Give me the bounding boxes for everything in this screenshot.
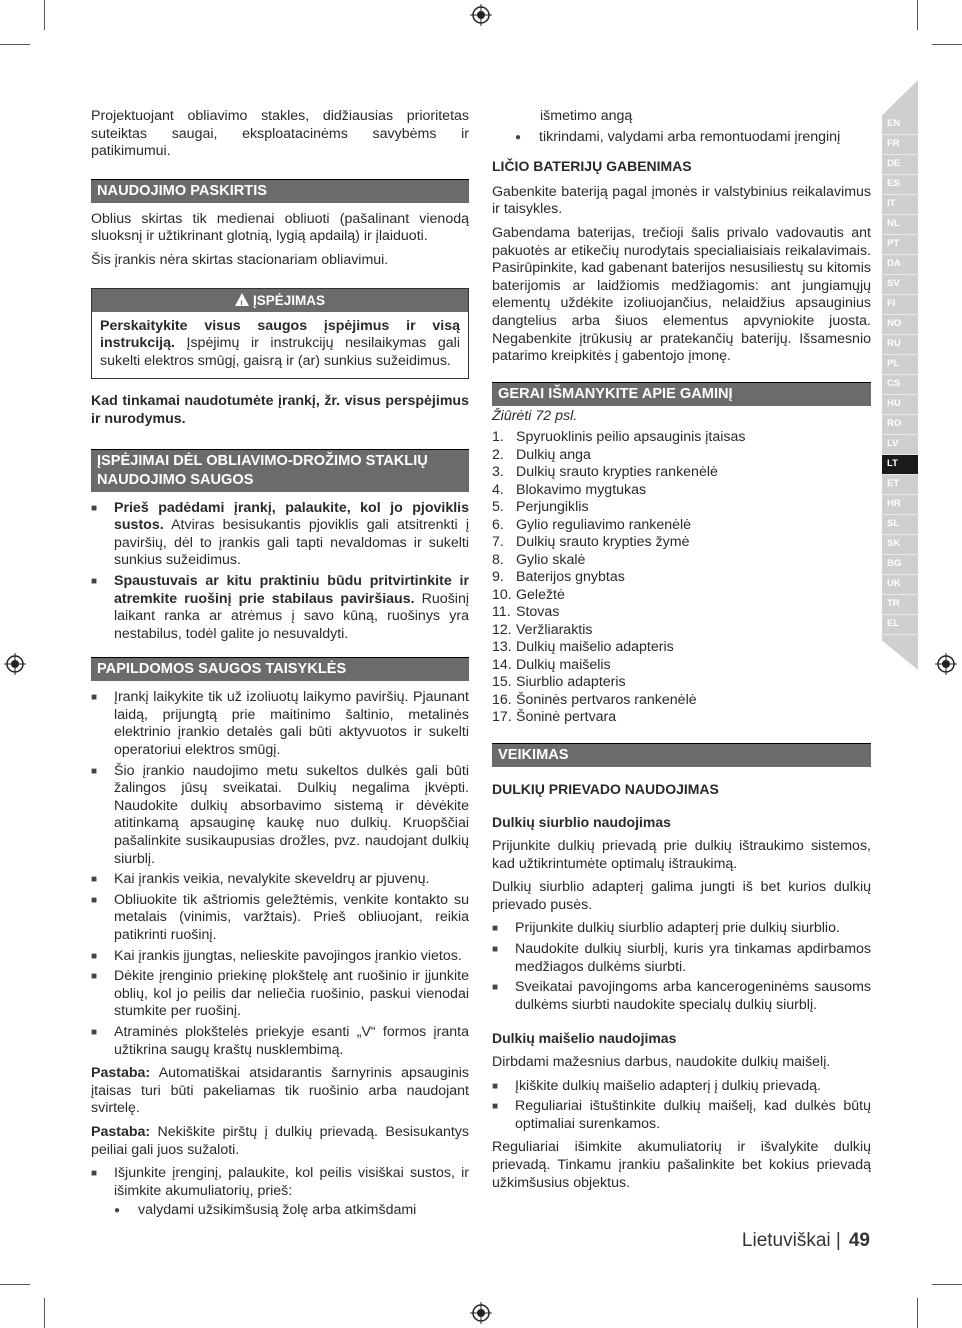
parts-list-number: 11. <box>492 604 511 621</box>
parts-list-item <box>492 517 871 535</box>
parts-list-number: 3. <box>492 464 504 481</box>
parts-list-number: 7. <box>492 534 504 551</box>
parts-list-number: 4. <box>492 481 504 498</box>
parts-list-number: 16. <box>492 691 512 708</box>
intro-paragraph: Projektuojant obliavimo stakles, didžiausias prioritetas suteiktas saugai, eksploatacinėms savybėms ir patikimumui. <box>91 108 469 160</box>
language-tab-sk: SK <box>882 535 918 555</box>
dust-bag-list <box>492 1078 871 1134</box>
vacuum-paragraph: Dulkių siurblio adapterį galima jungti iš bet kurios dulkių prievado pusės. <box>492 879 871 913</box>
parts-list-item <box>492 622 871 640</box>
language-tab-sv: SV <box>882 275 918 295</box>
registration-mark-icon <box>4 653 26 675</box>
warning-box <box>91 288 469 380</box>
language-tab-no: NO <box>882 315 918 335</box>
crop-mark <box>932 1284 962 1285</box>
parts-list-item <box>492 587 871 605</box>
list-item <box>91 500 469 570</box>
vacuum-heading: Dulkių siurblio naudojimas <box>492 814 671 831</box>
page-number: 49 <box>848 1230 870 1251</box>
language-tab-ru: RU <box>882 335 918 355</box>
parts-list-item <box>492 482 871 500</box>
list-item: ■ Atraminės plokštelės priekyje esanti „V“ formos įranta užtikrina saugų kraštų nusklembimą. <box>91 1024 469 1059</box>
parts-list-label: Veržliaraktis <box>516 621 593 638</box>
safety-list <box>91 500 469 644</box>
language-tab-ro: RO <box>882 415 918 435</box>
language-tab-lv: LV <box>882 435 918 455</box>
parts-list-number: 12. <box>492 621 512 638</box>
list-item-bold: Spaustuvais ar kitu praktiniu būdu pritvirtinkite ir atremkite ruošinį prie stabilaus paviršiaus. <box>114 572 469 607</box>
parts-list-label: Geležtė <box>516 586 565 603</box>
list-item-text: Atviras besisukantis pjoviklis gali atsitrenkti į paviršių, dėl to įrankis gali tapti nevaldomas ir sukelti sunkius sužeidimus. <box>114 517 469 569</box>
battery-paragraph: Gabendama baterijas, trečioji šalis privalo vadovautis ant pakuotės ar etikečių nurodytais specialiaisiais reikalavimais. Pasirūpinkite, kad gabenant baterijos nesusiliestų su kitomis baterijomis ar laidžiomis medžiagomis: ant jungiamųjų elementų uždėkite izoliuojančius, nelaidžius apsauginius dangtelius arba šiuos elementus apvyniokite juosta. Negabenkite įtrūkusių ar pratekančių baterijų. Išsamesnio patarimo kreipkitės į gabentojo įmonę. <box>492 224 871 365</box>
parts-list-label: Šoninė pertvara <box>516 709 617 726</box>
list-item: ■ Reguliariai ištuštinkite dulkių maišelį, kad dulkės būtų optimaliai surenkamos. <box>492 1098 871 1133</box>
warning-body <box>92 312 468 379</box>
parts-list-item <box>492 447 871 465</box>
list-item: ■ Šio įrankio naudojimo metu sukeltos dulkės gali būti žalingos jūsų sveikatai. Dulkių negalima įkvėpti. Naudokite dulkių absorbavimo sistemą ir dėvėkite atitinkamą apsauginę kaukę nuo dulkių. Kruopščiai pašalinkite susikaupusias drožles, pvz. naudojant dulkių siurblį. <box>91 763 469 869</box>
parts-list-number: 17. <box>492 709 512 726</box>
parts-list-number: 13. <box>492 639 512 656</box>
crop-mark <box>44 0 45 30</box>
sub-list <box>114 1202 469 1220</box>
vacuum-list <box>492 920 871 1014</box>
parts-list-item <box>492 552 871 570</box>
left-column <box>91 108 469 1226</box>
crop-mark <box>932 44 962 45</box>
purpose-paragraph: Šis įrankis nėra skirtas stacionariam obliavimui. <box>91 251 389 268</box>
purpose-paragraph: Oblius skirtas tik medienai obliuoti (pašalinant vienodą sluoksnį ir užtikrinant glotnią, lygią apdailą) ir įlaiduoti. <box>91 210 469 245</box>
parts-list-label: Dulkių maišelis <box>516 656 611 673</box>
parts-list-label: Stovas <box>516 604 560 621</box>
list-item-text: Ruošinį laikant ranka ar atrėmus į savo kūną, ruošinys yra nestabilus, todėl galite jo nesuvaldyti. <box>114 590 469 642</box>
note-label: Pastaba: <box>91 1123 151 1140</box>
note-label: Pastaba: <box>91 1065 151 1082</box>
warning-header <box>92 289 468 312</box>
parts-list-item <box>492 639 871 657</box>
language-index <box>882 115 918 635</box>
language-tab-hu: HU <box>882 395 918 415</box>
note-paragraph <box>91 1124 469 1159</box>
note-text: Nekiškite pirštų į dulkių prievadą. Besisukantys peiliai gali juos sužaloti. <box>91 1123 469 1158</box>
page-reference: Žiūrėti 72 psl. <box>492 407 578 424</box>
list-item: ■ Dėkite įrenginio priekinę plokštelę ant ruošinio ir įjunkite oblių, kol jo peilis dar neliečia ruošinio, paskui vienodai stumkite per ruošinį. <box>91 968 469 1021</box>
list-item: ■ Obliuokite tik aštriomis geležtėmis, venkite kontakto su metalais (vinimis, varžtais). Prieš obliuojant, reikia patikrinti ruošinį. <box>91 892 469 945</box>
parts-list-number: 5. <box>492 499 504 516</box>
footer-language: Lietuviškai | <box>741 1230 841 1251</box>
parts-list-label: Blokavimo mygtukas <box>516 481 647 498</box>
parts-list-label: Spyruoklinis peilio apsauginis įtaisas <box>516 429 746 446</box>
language-tab-pt: PT <box>882 235 918 255</box>
parts-list-label: Dulkių anga <box>516 446 591 463</box>
sub-list-item: ● tikrindami, valydami arba remontuodami įrenginį <box>515 129 871 147</box>
sub-list-item: ● valydami užsikimšusią žolę arba atkimšdami <box>114 1202 469 1220</box>
parts-list-label: Gylio skalė <box>516 551 586 568</box>
parts-list-number: 15. <box>492 674 512 691</box>
parts-list-item <box>492 569 871 587</box>
language-tab-hr: HR <box>882 495 918 515</box>
parts-list-label: Perjungiklis <box>516 499 589 516</box>
crop-mark <box>917 1298 918 1328</box>
sub-list-continuation: išmetimo angą <box>540 108 633 124</box>
parts-list-item <box>492 604 871 622</box>
list-item-bold: Prieš padėdami įrankį, palaukite, kol jo pjoviklis sustos. <box>114 499 469 534</box>
warning-text: Įspėjimų ir instrukcijų nesilaikymas gali sukelti elektros smūgį, gaisrą ir (ar) sunkius sužeidimus. <box>100 335 460 369</box>
usage-note: Kad tinkamai naudotumėte įrankį, žr. visus perspėjimus ir nurodymus. <box>91 393 469 427</box>
parts-list-item <box>492 709 871 727</box>
parts-list-label: Dulkių srauto krypties žymė <box>516 534 690 551</box>
parts-list-number: 1. <box>492 429 504 446</box>
parts-list-number: 9. <box>492 569 504 586</box>
language-tab-pl: PL <box>882 355 918 375</box>
parts-list-item <box>492 657 871 675</box>
language-tab-bg: BG <box>882 555 918 575</box>
battery-heading: LIČIO BATERIJŲ GABENIMAS <box>492 158 692 175</box>
list-item: ■ Įkiškite dulkių maišelio adapterį į dulkių prievadą. <box>492 1078 871 1096</box>
registration-mark-icon <box>470 1302 492 1324</box>
parts-list-item <box>492 674 871 692</box>
parts-list <box>492 429 871 727</box>
parts-list-item <box>492 499 871 517</box>
parts-list-item <box>492 464 871 482</box>
language-tab-lt: LT <box>882 455 918 475</box>
language-tab-it: IT <box>882 195 918 215</box>
language-tab-fr: FR <box>882 135 918 155</box>
crop-mark <box>917 0 918 30</box>
parts-list-item <box>492 534 871 552</box>
section-heading-extra-safety: PAPILDOMOS SAUGOS TAISYKLĖS <box>91 657 469 681</box>
dust-port-heading: DULKIŲ PRIEVADO NAUDOJIMAS <box>492 780 719 797</box>
language-tab-sl: SL <box>882 515 918 535</box>
parts-list-label: Siurblio adapteris <box>516 674 626 691</box>
parts-list-number: 8. <box>492 551 504 568</box>
warning-bold-text: Perskaitykite visus saugos įspėjimus ir visą instrukciją. <box>100 317 460 352</box>
parts-list-label: Gylio reguliavimo rankenėlė <box>516 516 692 533</box>
section-heading-safety: ĮSPĖJIMAI DĖL OBLIAVIMO-DROŽIMO STAKLIŲ NAUDOJIMO SAUGOS <box>91 449 469 492</box>
language-tab-tr: TR <box>882 595 918 615</box>
list-item: ■ Sveikatai pavojingoms arba kancerogeninėms sausoms dulkėms siurbti naudokite specialų dulkių siurblį. <box>492 979 871 1014</box>
parts-list-label: Dulkių maišelio adapteris <box>516 639 674 656</box>
dust-bag-heading: Dulkių maišelio naudojimas <box>492 1030 677 1047</box>
list-item: ■ Prijunkite dulkių siurblio adapterį prie dulkių siurblio. <box>492 920 871 938</box>
section-heading-purpose: NAUDOJIMO PASKIRTIS <box>91 179 469 203</box>
language-tab-en: EN <box>882 115 918 135</box>
crop-mark <box>44 1298 45 1328</box>
parts-list-number: 10. <box>492 586 512 603</box>
language-tab-da: DA <box>882 255 918 275</box>
list-item <box>91 1165 469 1220</box>
right-column <box>492 108 871 1198</box>
note-paragraph <box>91 1065 469 1118</box>
dust-bag-paragraph: Dirbdami mažesnius darbus, naudokite dulkių maišelį. <box>492 1053 831 1070</box>
language-tab-cs: CS <box>882 375 918 395</box>
language-tab-et: ET <box>882 475 918 495</box>
language-tab-fi: FI <box>882 295 918 315</box>
language-tab-de: DE <box>882 155 918 175</box>
parts-list-number: 2. <box>492 446 504 463</box>
parts-list-label: Baterijos gnybtas <box>516 569 625 586</box>
warning-triangle-icon: ! <box>235 293 249 306</box>
crop-mark <box>0 1284 30 1285</box>
language-tab-uk: UK <box>882 575 918 595</box>
page-footer <box>742 1230 870 1252</box>
power-off-list <box>91 1165 469 1220</box>
extra-safety-list <box>91 689 469 1059</box>
vacuum-paragraph: Prijunkite dulkių prievadą prie dulkių ištraukimo sistemos, kad užtikrintumėte optimalų ištraukimą. <box>492 838 871 872</box>
parts-list-label: Dulkių srauto krypties rankenėlė <box>516 464 718 481</box>
section-heading-product: GERAI IŠMANYKITE APIE GAMINĮ <box>492 382 871 406</box>
crop-mark <box>0 44 30 45</box>
registration-mark-icon <box>935 653 957 675</box>
registration-mark-icon <box>470 4 492 26</box>
list-item <box>91 573 469 643</box>
sub-list <box>515 129 871 147</box>
list-item-text: Išjunkite įrenginį, palaukite, kol peilis visiškai sustos, ir išimkite akumuliatorių, prieš: <box>114 1165 469 1199</box>
list-item: ■ Įrankį laikykite tik už izoliuotų laikymo paviršių. Pjaunant laidą, prijungtą prie maitinimo šaltinio, metalinės elektrinio įrankio detalės gali būti aktyvuotos ir sukelti operatoriui elektros smūgį. <box>91 689 469 759</box>
dust-bag-paragraph: Reguliariai išimkite akumuliatorių ir išvalykite dulkių prievadą. Tinkamu įrankiu pašalinkite bet kokius prievadą užkimšusius objektus. <box>492 1139 871 1191</box>
note-text: Automatiškai atsidarantis šarnyrinis apsauginis įtaisas turi būti pakeliamas tik ruošinio arba naudojant svirtelę. <box>91 1065 469 1117</box>
battery-paragraph: Gabenkite bateriją pagal įmonės ir valstybinius reikalavimus ir taisykles. <box>492 183 871 218</box>
parts-list-item <box>492 692 871 710</box>
parts-list-label: Šoninės pertvaros rankenėlė <box>516 691 697 708</box>
language-tab-el: EL <box>882 615 918 635</box>
language-tab-es: ES <box>882 175 918 195</box>
section-heading-operation: VEIKIMAS <box>492 743 871 767</box>
warning-label: ĮSPĖJIMAS <box>252 292 326 308</box>
list-item: ■ Naudokite dulkių siurblį, kuris yra tinkamas apdirbamos medžiagos dulkėms siurbti. <box>492 941 871 976</box>
parts-list-item <box>492 429 871 447</box>
language-tab-nl: NL <box>882 215 918 235</box>
parts-list-number: 6. <box>492 516 504 533</box>
list-item: ■ Kai įrankis veikia, nevalykite skeveldrų ar pjuvenų. <box>91 871 469 889</box>
list-item: ■ Kai įrankis įjungtas, nelieskite pavojingos įrankio vietos. <box>91 948 469 966</box>
parts-list-number: 14. <box>492 656 512 673</box>
